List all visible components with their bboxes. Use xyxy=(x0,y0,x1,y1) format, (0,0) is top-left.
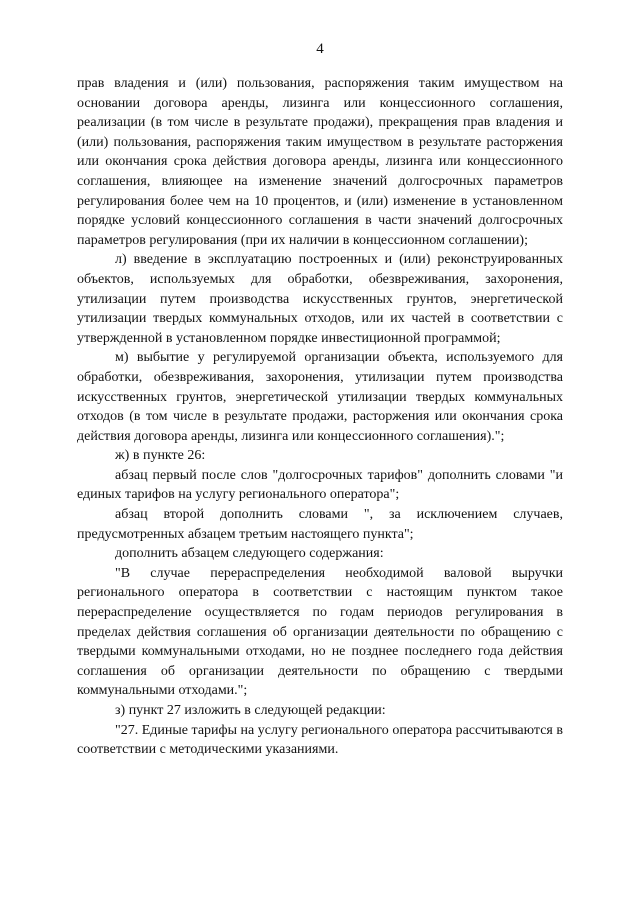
paragraph-item-l: л) введение в эксплуатацию построенных и (или) реконструированных объектов, используемых для обработки, обезвреживания, захоронения, утилизации путем производства искусственных грунтов, энергетической утилизации твердых коммунальных отходов, или их частей в соответствии с утвержденной в установленном порядке инвестиционной программой; xyxy=(77,252,563,346)
paragraph-continuation: прав владения и (или) пользования, распоряжения таким имуществом на основании договора аренды, лизинга или концессионного соглашения, реализации (в том числе в результате продажи), прекращения прав владения и (или) пользования, распоряжения таким имуществом в результате расторжения или окончания срока действия договора аренды, лизинга или концессионного соглашения, влияющее на изменение значений долгосрочных параметров регулирования более чем на 10 процентов, и (или) изменение в установленном порядке условий концессионного соглашения в части значений долгосрочных параметров регулирования (при их наличии в концессионном соглашении); xyxy=(77,76,563,248)
paragraph-item-27: "27. Единые тарифы на услугу регионального оператора рассчитываются в соответствии с методическими указаниями. xyxy=(77,722,563,758)
paragraph-quoted-clause: "В случае перераспределения необходимой валовой выручки регионального оператора в соответствии с настоящим пунктом такое перераспределение осуществляется по годам периодов регулирования в пределах действия соглашения об организации деятельности по обращению с твердыми коммунальными отходами, но не позднее последнего года действия соглашения об организации деятельности по обращению с твердыми коммунальными отходами."; xyxy=(77,565,563,699)
paragraph-item-zh: ж) в пункте 26: xyxy=(115,448,206,464)
paragraph-second-amendment: абзац второй дополнить словами ", за исключением случаев, предусмотренных абзацем третьим настоящего пункта"; xyxy=(77,507,563,542)
paragraph-item-m: м) выбытие у регулируемой организации объекта, используемого для обработки, обезвреживания, захоронения, утилизации путем производства искусственных грунтов, энергетической утилизации твердых коммунальных отходов (в том числе в результате продажи, расторжения или окончания срока действия договора аренды, лизинга или концессионного соглашения)."; xyxy=(77,350,563,444)
paragraph-add-clause: дополнить абзацем следующего содержания: xyxy=(115,546,384,562)
paragraph-first-amendment: абзац первый после слов "долгосрочных тарифов" дополнить словами "и единых тарифов на услугу регионального оператора"; xyxy=(77,467,563,503)
document-body xyxy=(77,74,563,760)
page-number: 4 xyxy=(316,41,324,57)
paragraph-item-z: з) пункт 27 изложить в следующей редакции: xyxy=(115,703,386,718)
